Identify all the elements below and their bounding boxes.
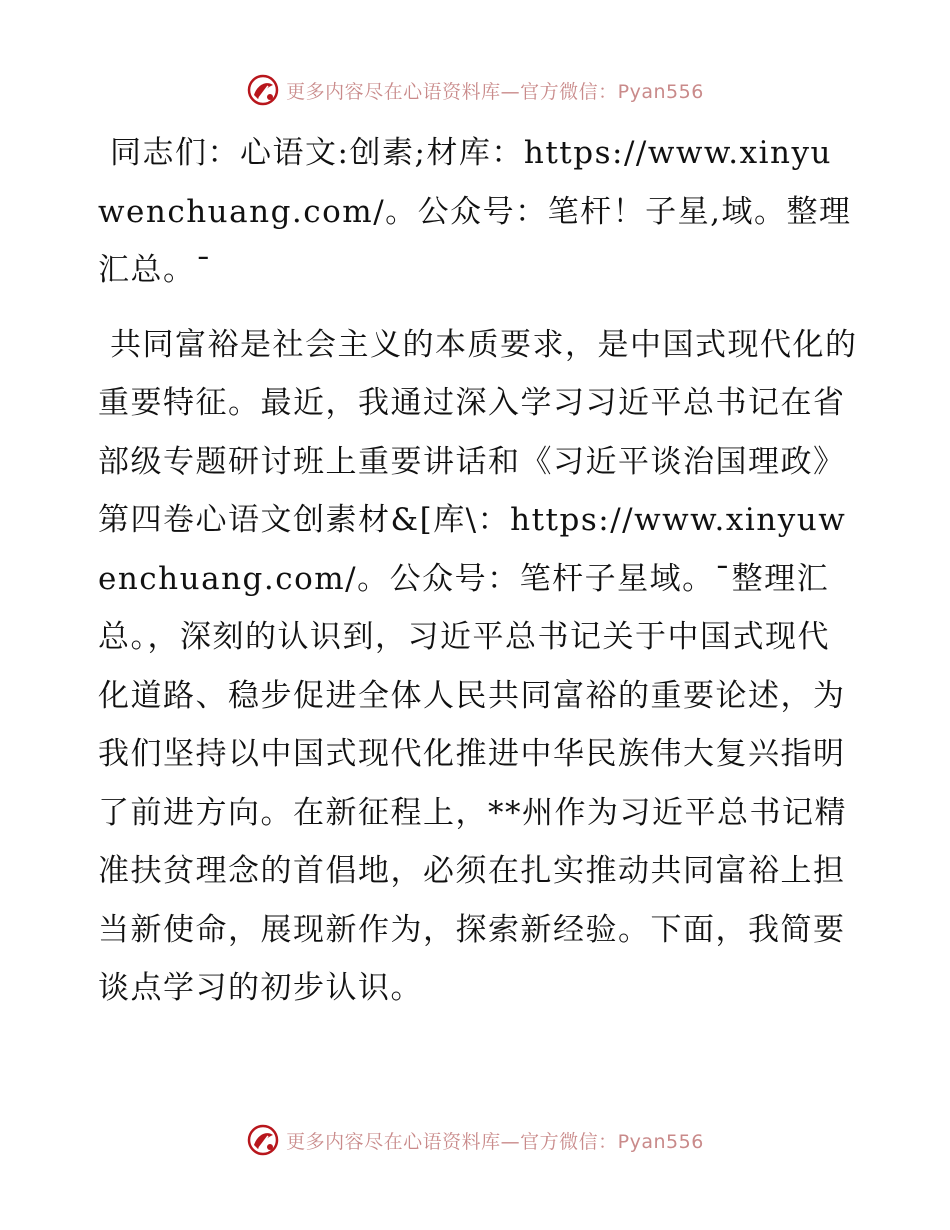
- document-body: [98, 124, 858, 1018]
- paragraph-main: 共同富裕是社会主义的本质要求，是中国式现代化的重要特征。最近，我通过深入学习习近平总书记在省部级专题研讨班上重要讲话和《习近平谈治国理政》第四卷心语文创素材&[库\：https://www.xinyuwenchuang.com/。公众号：笔杆子星域。¯整理汇总。，深刻的认识到，习近平总书记关于中国式现代化道路、稳步促进全体人民共同富裕的重要论述，为我们坚持以中国式现代化推进中华民族伟大复兴指明了前进方向。在新征程上，**州作为习近平总书记精准扶贫理念的首倡地，必须在扎实推动共同富裕上担当新使命，展现新作为，探索新经验。下面，我简要谈点学习的初步认识。: [98, 326, 858, 1006]
- header-banner-content: [246, 73, 704, 107]
- brand-logo-icon: [246, 73, 280, 107]
- header-banner-text: 更多内容尽在心语资料库—官方微信：Pyan556: [286, 80, 704, 103]
- footer-banner: [0, 1120, 950, 1160]
- brand-logo-icon: [246, 1123, 280, 1157]
- paragraph-greeting: 同志们：心语文:创素;材库：https://www.xinyuwenchuang.com/。公众号：笔杆！子星,域。整理汇总。¯: [98, 135, 852, 288]
- footer-banner-text: 更多内容尽在心语资料库—官方微信：Pyan556: [286, 1130, 704, 1153]
- header-banner: [0, 70, 950, 110]
- footer-banner-content: [246, 1123, 704, 1157]
